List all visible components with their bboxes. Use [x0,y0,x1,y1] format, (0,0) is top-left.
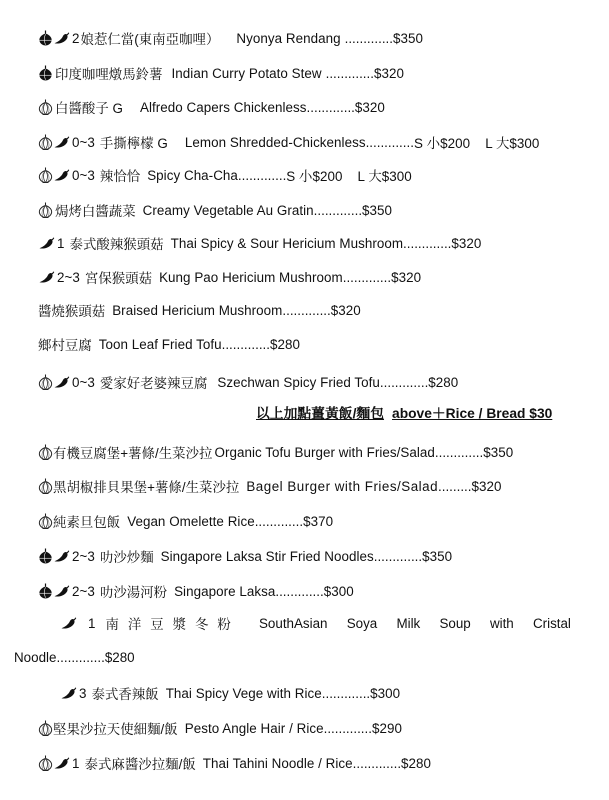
menu-item [38,231,589,255]
item-name-zh: 有機豆腐堡+薯條/生菜沙拉 [53,445,213,461]
item-price: $320 [330,302,361,318]
onion-filled-icon [38,29,53,47]
menu-item [60,681,589,705]
onion-icon [38,166,53,184]
leader-dots: ............. [321,685,371,701]
item-name-en: Noodle [14,649,57,665]
spice-level: 2~3 [72,548,95,564]
item-price: $350 [422,548,453,564]
onion-icon [38,201,53,219]
item-name-en: Vegan Omelette Rice [127,513,255,529]
add-on-note-en: above＋Rice / Bread $30 [392,406,553,421]
spice-level: 3 [79,685,87,701]
leader-dots: ............. [221,336,270,352]
onion-filled-icon [38,582,53,600]
chili-pepper-icon [53,549,71,563]
item-name-en: Lemon Shredded-Chickenless [184,134,366,150]
item-name-zh: 宮保猴頭菇 [84,270,153,286]
item-name-zh: 南洋豆漿冬粉 [105,616,240,632]
item-name-en: Thai Spicy Vege with Rice [165,685,322,701]
item-price: $350 [362,202,393,218]
leader-dots: ............. [344,30,393,46]
chili-pepper-icon [53,168,71,182]
item-name-en-word: Milk [396,615,421,631]
onion-icon [38,133,53,151]
leader-dots: ............. [323,720,372,736]
spice-level: 2~3 [72,583,95,599]
leader-dots: ......... [438,478,472,494]
item-name-zh: 手撕檸檬 G [99,135,168,151]
item-name-en: Thai Tahini Noodle / Rice [202,755,353,771]
item-name-en-word: Soup [439,615,471,631]
leader-dots: ............. [434,444,484,460]
menu-item [38,298,589,322]
item-name-en-word: SouthAsian [259,615,328,631]
onion-icon [38,719,53,737]
onion-icon [38,754,53,772]
item-name-en: Toon Leaf Fried Tofu [98,336,222,352]
item-name-en: Pesto Angle Hair / Rice [184,720,324,736]
leader-dots: ............. [313,202,363,218]
add-on-note-zh: 以上加點薑黃飯/麵包 [256,406,385,421]
item-name-zh: 焗烤白醬蔬菜 [55,203,136,219]
item-name-en: Thai Spicy & Sour Hericium Mushroom [170,235,404,251]
item-name-zh: 純素旦包飯 [53,514,121,530]
leader-dots: ............. [282,302,331,318]
menu-item [38,332,589,356]
item-name-zh: 鄉村豆腐 [38,337,92,353]
chili-pepper-icon [53,135,71,149]
menu-item [38,26,589,50]
leader-dots: ............. [352,755,402,771]
onion-icon [38,373,53,391]
leader-dots: ............. [373,548,423,564]
item-name-zh: 叻沙湯河粉 [99,584,168,600]
onion-icon [38,443,53,461]
item-name-en: Nyonya Rendang [236,30,341,46]
item-name-zh: 白醬酸子 G [55,100,123,116]
item-name-en: Spicy Cha-Cha [147,167,238,183]
item-name-zh: 印度咖哩燉馬鈴薯 [55,66,163,82]
leader-dots: ............. [379,374,429,390]
leader-dots: ............. [342,269,392,285]
menu-item [38,474,589,498]
item-name-en-word: Soya [346,615,378,631]
leader-dots: ............. [325,65,374,81]
leader-dots: ............. [365,134,414,150]
spice-level: 2~3 [57,269,80,285]
item-price: $280 [104,649,135,665]
item-price: $350 [392,30,423,46]
item-name-zh: 叻沙炒麵 [99,549,154,565]
menu-item [38,751,589,775]
onion-filled-icon [38,547,53,565]
item-price: $280 [401,755,432,771]
menu-item [38,370,589,394]
item-price: $320 [373,65,404,81]
menu-item [38,130,589,154]
item-name-zh: 堅果沙拉天使細麵/飯 [53,721,178,737]
menu-item [38,61,589,85]
leader-dots: ............. [275,583,324,599]
item-name-zh: 娘惹仁當(東南亞咖哩） [80,31,220,47]
item-name-zh: 泰式麻醬沙拉麵/飯 [84,756,196,772]
menu-item [38,509,589,533]
leader-dots: ............. [403,235,452,251]
item-name-zh: 泰式酸辣猴頭菇 [69,236,164,252]
menu-item-continued [14,645,135,669]
leader-dots: ............. [237,167,287,183]
item-name-zh: 泰式香辣飯 [91,686,159,702]
menu-item [38,265,589,289]
item-name-en: Organic Tofu Burger with Fries/Salad [214,444,435,460]
item-price: $320 [391,269,422,285]
menu-item [60,611,571,635]
item-name-en-word: with [489,615,514,631]
item-name-en: Alfredo Capers Chickenless [140,99,307,115]
onion-icon [38,477,53,495]
menu-item [38,440,589,464]
item-name-en: Creamy Vegetable Au Gratin [142,202,314,218]
onion-icon [38,512,53,530]
chili-pepper-icon [53,756,71,770]
onion-icon [38,98,53,116]
leader-dots: ............. [306,99,355,115]
item-name-zh: 醬燒猴頭菇 [38,303,106,319]
leader-dots: ............. [56,649,105,665]
item-name-en: Kung Pao Hericium Mushroom [159,269,343,285]
spice-level: 1 [88,615,96,631]
chili-pepper-icon [38,270,56,284]
item-price: S 小$200 L 大$300 [286,168,412,184]
item-name-zh: 辣恰恰 [99,168,141,184]
leader-dots: ............. [254,513,304,529]
menu-item [38,716,589,740]
item-price: $290 [371,720,402,736]
chili-pepper-icon [53,31,71,45]
spice-level: 1 [72,755,80,771]
item-price: $320 [471,478,502,494]
item-price: $300 [323,583,354,599]
spice-level: 0~3 [72,374,95,390]
item-name-en: Braised Hericium Mushroom [112,302,283,318]
menu-item [38,579,589,603]
item-price: $320 [451,235,482,251]
item-price: $370 [303,513,334,529]
spice-level: 2 [72,30,80,46]
spice-level: 0~3 [72,134,95,150]
item-price: $350 [483,444,514,460]
chili-pepper-icon [38,236,56,250]
spice-level: 0~3 [72,167,95,183]
item-name-en: Singapore Laksa [174,583,276,599]
add-on-note [256,402,552,424]
item-name-en: Singapore Laksa Stir Fried Noodles [160,548,374,564]
item-name-en-word: Cristal [532,615,571,631]
chili-pepper-icon [60,686,78,700]
item-price: $300 [370,685,401,701]
item-name-en: Indian Curry Potato Stew [171,65,322,81]
item-name-zh: 愛家好老婆辣豆腐 [99,375,208,391]
chili-pepper-icon [60,616,78,630]
item-price: $280 [428,374,459,390]
chili-pepper-icon [53,375,71,389]
menu-item [38,95,589,119]
item-name-en: Bagel Burger with Fries/Salad [246,478,439,494]
item-price: $280 [269,336,300,352]
menu-item [38,544,589,568]
item-name-zh: 黑胡椒排貝果堡+薯條/生菜沙拉 [53,479,240,495]
item-name-en: Szechwan Spicy Fried Tofu [217,374,380,390]
menu-item [38,163,589,187]
spice-level: 1 [57,235,65,251]
onion-filled-icon [38,64,53,82]
item-price: $320 [354,99,385,115]
menu-item [38,198,589,222]
chili-pepper-icon [53,584,71,598]
item-price: S 小$200 L 大$300 [413,135,540,151]
